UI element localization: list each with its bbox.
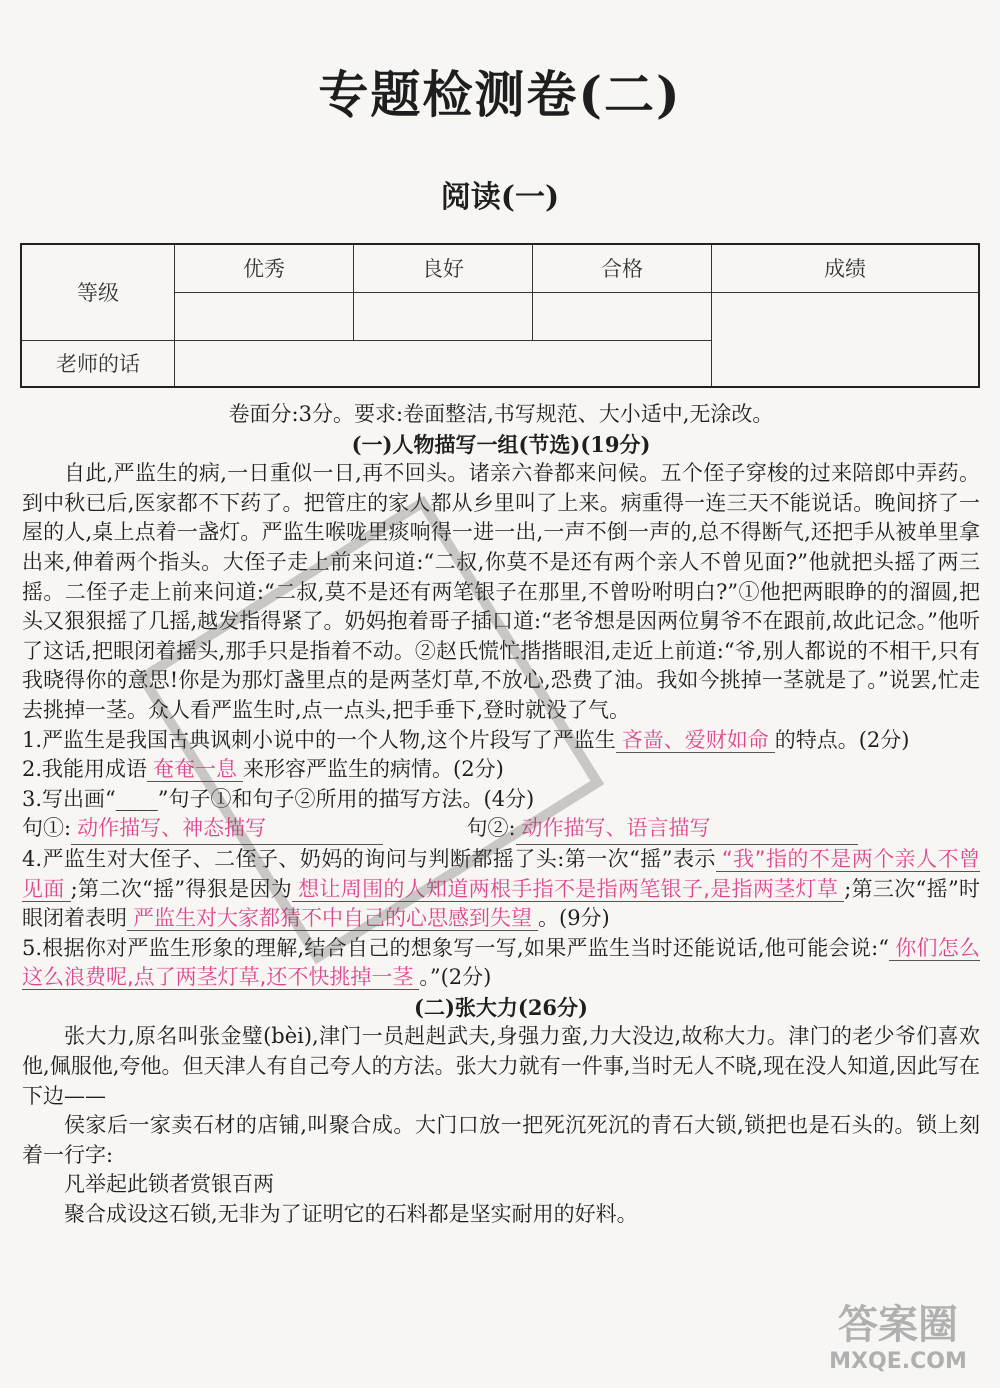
level-excellent-cell	[175, 292, 354, 340]
q5-answer: 你们怎么这么浪费呢,点了两茎灯草,还不快挑掉一茎	[22, 935, 981, 990]
q3-s2-label: 句②:	[466, 816, 516, 841]
q1-prefix: 1.严监生是我国古典讽刺小说中的一个人物,这个片段写了严监生	[22, 727, 616, 752]
score-label: 成绩	[712, 244, 980, 292]
section1-passage: 自此,严监生的病,一日重似一日,再不回头。诸亲六眷都来问候。五个侄子穿梭的过来陪郎中弄药。到中秋已后,医家都不下药了。把管庄的家人都从乡里叫了上来。病重得一连三天不能说话。晚间挤了一屋的人,桌上点着一盏灯。严监生喉咙里痰响得一进一出,一声不倒一声的,总不得断气,还把手从被单里拿出来,伸着两个指头。大侄子走上前来问道:“二叔,你莫不是还有两个亲人不曾见面?”他就把头摇了两三摇。二侄子走上前来问道:“二叔,莫不是还有两笔银子在那里,不曾吩咐明白?”①他把两眼睁的的溜圆,把头又狠狠摇了几摇,越发指得紧了。奶妈抱着哥子插口道:“老爷想是因两位舅爷不在跟前,故此记念。”他听了这话,把眼闭着摇头,那手只是指着不动。②赵氏慌忙揩揩眼泪,走近上前道:“爷,别人都说的不相干,只有我晓得你的意思!你是为那灯盏里点的是两茎灯草,不放心,恐费了油。我如今挑掉一茎就是了。”说罢,忙走去挑掉一茎。众人看严监生时,点一点头,把手垂下,登时就没了气。	[22, 461, 980, 722]
q1-answer: 吝啬、爱财如命	[616, 728, 775, 753]
level-pass: 合格	[533, 244, 712, 292]
site-logo-main: 答案圈	[838, 1302, 958, 1348]
q3-s1-answer: 动作描写、神态描写	[71, 814, 383, 845]
question-5	[22, 934, 980, 993]
q5-suffix: 。”(2分)	[419, 965, 492, 990]
level-label: 等级	[21, 244, 175, 340]
grade-table	[20, 243, 980, 388]
teacher-label: 老师的话	[21, 340, 175, 387]
neatness-note: 卷面分:3分。要求:卷面整洁,书写规范、大小适中,无涂改。	[228, 402, 774, 426]
q4-suffix: 。(9分)	[538, 906, 610, 931]
section1-heading: (一)人物描写一组(节选)(19分)	[351, 431, 651, 457]
q2-suffix: 来形容严监生的病情。(2分)	[243, 757, 504, 782]
section2-paragraph-3: 聚合成设这石锁,无非为了证明它的石料都是坚实耐用的好料。	[64, 1202, 638, 1227]
q4-answer-1: “我”指的不是两个亲人不曾见面	[22, 846, 980, 901]
question-3: 3.写出画“____”句子①和句子②所用的描写方法。(4分)	[22, 786, 535, 811]
teacher-comment-cell	[175, 340, 712, 387]
section2-heading: (二)张大力(26分)	[414, 994, 588, 1020]
q4-answer-3: 严监生对大家都猜不中自己的心思感到失望	[127, 906, 538, 931]
question-2	[22, 755, 980, 785]
section2-paragraph-1: 张大力,原名叫张金璧(bèi),津门一员赳赳武夫,身强力蛮,力大没边,故称大力。津门的老少爷们喜欢他,佩服他,夸他。但天津人有自己夸人的方法。张大力就有一件事,当时无人不晓,现在没人知道,因此写在下边——	[22, 1024, 980, 1108]
section2-inscription: 凡举起此锁者赏银百两	[64, 1172, 274, 1197]
q3-s2-answer: 动作描写、语言描写	[516, 814, 858, 845]
q4-answer-2: 想让周围的人知道两根手指不是指两笔银子,是指两茎灯草	[292, 877, 844, 902]
level-good-cell	[354, 292, 533, 340]
question-4	[22, 845, 980, 934]
level-pass-cell	[533, 292, 712, 340]
exam-content	[22, 400, 980, 1230]
level-good: 良好	[354, 244, 533, 292]
section-subtitle: 阅读(一)	[440, 180, 560, 215]
level-excellent: 优秀	[175, 244, 354, 292]
q4-mid-1: ;第二次“摇”得狠是因为	[70, 876, 293, 901]
section2-paragraph-2: 侯家后一家卖石材的店铺,叫聚合成。大门口放一把死沉死沉的青石大锁,锁把也是石头的。锁上刻着一行字:	[22, 1113, 980, 1167]
q4-prefix: 4.严监生对大侄子、二侄子、奶妈的询问与判断都摇了头:第一次“摇”表示	[22, 846, 716, 871]
question-1	[22, 726, 980, 756]
q3-s1-label: 句①:	[22, 816, 72, 841]
question-3-answers	[22, 814, 980, 845]
q1-suffix: 的特点。(2分)	[774, 727, 910, 752]
site-logo-url: MXQE.COM	[829, 1349, 967, 1374]
q5-prefix: 5.根据你对严监生形象的理解,结合自己的想象写一写,如果严监生当时还能说话,他可能会说:“	[22, 935, 889, 960]
q4-mid-2: ;第三次“摇”时眼闭着表明	[22, 876, 981, 931]
site-logo	[808, 1301, 988, 1374]
q2-answer: 奄奄一息	[147, 757, 243, 782]
score-cell	[712, 292, 980, 387]
page-title: 专题检测卷(二)	[318, 65, 682, 124]
q2-prefix: 2.我能用成语	[22, 757, 148, 782]
